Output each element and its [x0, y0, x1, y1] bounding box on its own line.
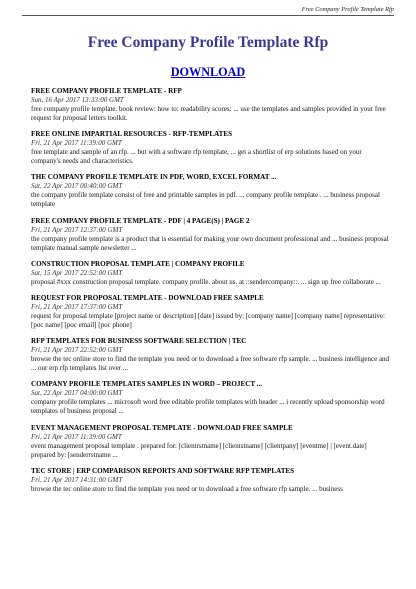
result-title[interactable]: REQUEST FOR PROPOSAL TEMPLATE - DOWNLOAD FREE SAMPLE — [31, 293, 264, 302]
result-title[interactable]: COMPANY PROFILE TEMPLATES SAMPLES IN WORD – PROJECT ... — [31, 380, 263, 389]
result-date: Sat, 22 Apr 2017 04:00:00 GMT — [31, 389, 123, 398]
result-item — [31, 217, 390, 253]
result-snippet: company profile templates ... microsoft word free editable profile templates with header ... i recently upload sponsorship word templates of business proposal ... — [31, 398, 385, 416]
result-item — [31, 467, 390, 494]
result-title[interactable]: CONSTRUCTION PROPOSAL TEMPLATE | COMPANY PROFILE — [31, 259, 245, 268]
download-container — [0, 63, 416, 81]
result-item — [31, 294, 390, 330]
result-snippet: browse the tec online store to find the template you need or to download a free software rfp sample. ... business intelligence and ... our erp rfp templates list over ... — [31, 355, 390, 373]
result-item — [31, 260, 390, 287]
page-title: Free Company Profile Template Rfp — [87, 34, 329, 51]
result-date: Sun, 16 Apr 2017 13:33:00 GMT — [31, 96, 124, 104]
result-date: Fri, 21 Apr 2017 12:37:00 GMT — [31, 225, 123, 234]
result-date: Fri, 21 Apr 2017 11:39:00 GMT — [31, 432, 122, 441]
result-snippet: browse the tec online store to find the template you need or to download a free software rfp sample. ... business — [31, 484, 343, 493]
result-snippet: free template and sample of an rfp. ... but with a software rfp template, ... get a shortlist of erp solutions based on your company's needs and characteristics. — [31, 148, 362, 166]
result-date: Sat, 15 Apr 2017 22:52:00 GMT — [31, 268, 123, 277]
result-snippet: proposal #xxx construction proposal template. company profile. about us. at ::sendercompany::. ... sign up free collaborate ... — [31, 277, 381, 286]
result-title[interactable]: FREE ONLINE IMPARTIAL RESOURCES - RFP-TEMPLATES — [31, 130, 233, 139]
result-date: Fri, 21 Apr 2017 22:52:00 GMT — [31, 346, 123, 355]
result-snippet: request for proposal template [project name or description] [date] issued by: [company name] [company name] representative: [poc name] [poc email] [poc phone] — [31, 311, 385, 329]
result-snippet: event management proposal template . prepared for: [clientrstname] [clientstname] [clientpany] [eventme] | [event.date] prepared by: [senderrstname ... — [31, 441, 367, 459]
result-date: Fri, 21 Apr 2017 14:31:00 GMT — [31, 475, 123, 484]
result-title[interactable]: RFP TEMPLATES FOR BUSINESS SOFTWARE SELECTION | TEC — [31, 337, 247, 346]
result-item — [31, 87, 390, 123]
result-title[interactable]: THE COMPANY PROFILE TEMPLATE IN PDF, WORD, EXCEL FORMAT ... — [31, 173, 277, 182]
result-snippet: the company profile template consist of free and printable samples in pdf. ... company profile template . ... business proposal template — [31, 191, 380, 209]
result-date: Sat, 22 Apr 2017 00:40:00 GMT — [31, 182, 123, 191]
result-item — [31, 130, 390, 166]
result-snippet: free company profile template. book review: how to: readability scores: ... use the templates and samples provided in your free request for proposal letters toolkit. — [31, 105, 386, 122]
result-title[interactable]: TEC STORE | ERP COMPARISON REPORTS AND SOFTWARE RFP TEMPLATES — [31, 466, 295, 475]
result-title[interactable]: EVENT MANAGEMENT PROPOSAL TEMPLATE - DOWNLOAD FREE SAMPLE — [31, 423, 293, 432]
results-list — [31, 87, 390, 501]
result-item — [31, 380, 390, 416]
result-snippet: the company profile template is a product that is essential for making your own document professional and ... business proposal template manual sample newsletter ... — [31, 234, 389, 252]
result-item — [31, 173, 390, 209]
result-title[interactable]: FREE COMPANY PROFILE TEMPLATE - PDF | 4 PAGE(S) | PAGE 2 — [31, 216, 250, 225]
running-header: Free Company Profile Template Rfp — [301, 6, 394, 13]
result-item — [31, 424, 390, 460]
result-date: Fri, 21 Apr 2017 17:37:00 GMT — [31, 302, 123, 311]
result-date: Fri, 21 Apr 2017 11:39:00 GMT — [31, 139, 122, 148]
download-link[interactable]: DOWNLOAD — [170, 65, 246, 79]
result-item — [31, 337, 390, 373]
header-rule — [22, 15, 394, 16]
result-title[interactable]: FREE COMPANY PROFILE TEMPLATE - RFP — [31, 87, 182, 95]
